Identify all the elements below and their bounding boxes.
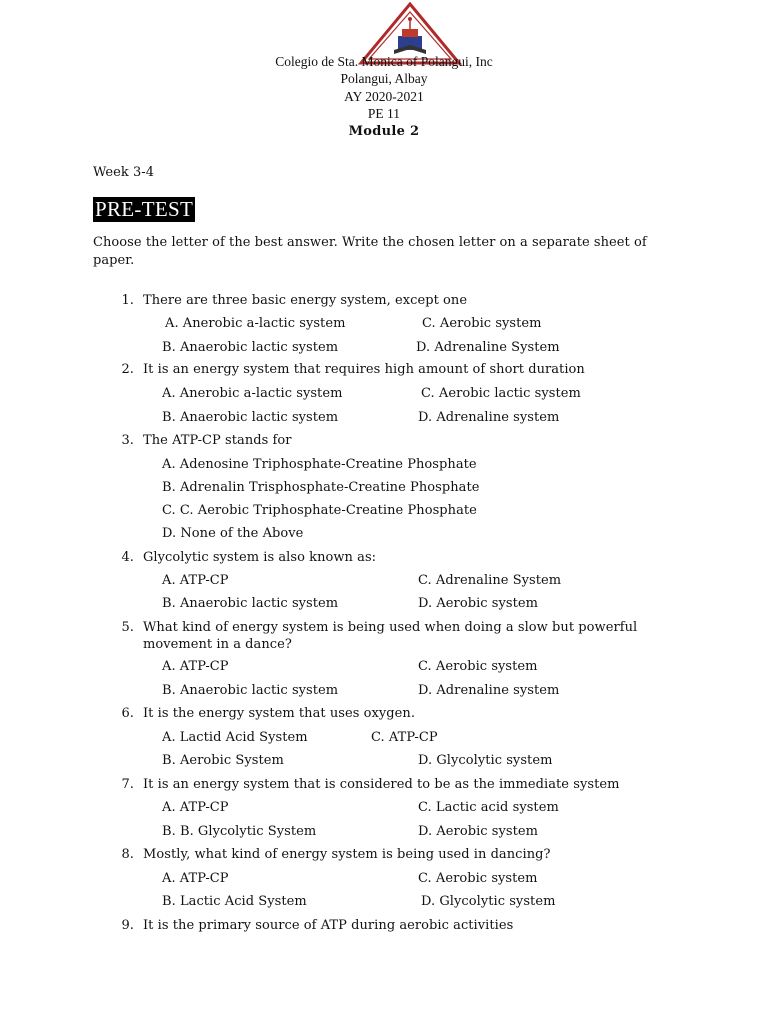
choice-a: A. Anerobic a-lactic system: [162, 386, 343, 401]
instructions-line-2: paper.: [93, 253, 135, 268]
choice-c: C. C. Aerobic Triphosphate-Creatine Phosphate: [162, 503, 477, 518]
question-number: 8.: [121, 847, 134, 862]
question-text: Mostly, what kind of energy system is being used in dancing?: [143, 847, 551, 862]
question-number: 3.: [121, 433, 134, 448]
question-number: 9.: [121, 918, 134, 933]
choice-c: C. Aerobic lactic system: [421, 386, 581, 401]
question-text-continued: movement in a dance?: [143, 637, 292, 652]
choice-b: B. Lactic Acid System: [162, 894, 307, 909]
choice-a: A. ATP-CP: [162, 573, 229, 588]
question-text: There are three basic energy system, except one: [143, 293, 468, 308]
week-label: Week 3-4: [93, 165, 155, 180]
choice-c: C. Aerobic system: [418, 659, 538, 674]
school-address: Polangui, Albay: [340, 71, 428, 86]
choice-a: A. ATP-CP: [162, 871, 229, 886]
question-text: Glycolytic system is also known as:: [143, 550, 377, 565]
choice-b: B. Aerobic System: [162, 753, 284, 768]
choice-c: C. Lactic acid system: [418, 800, 559, 815]
choice-a: A. Lactid Acid System: [162, 730, 308, 745]
choice-d: D. Adrenaline system: [418, 683, 560, 698]
choice-a: A. ATP-CP: [162, 800, 229, 815]
choice-d: D. Aerobic system: [418, 596, 539, 611]
choice-b: B. Anaerobic lactic system: [162, 340, 339, 355]
section-title: PRE-TEST: [95, 197, 194, 221]
choice-d: D. Glycolytic system: [418, 753, 553, 768]
choice-c: C. Adrenaline System: [418, 573, 562, 588]
choice-a: A. ATP-CP: [162, 659, 229, 674]
academic-year: AY 2020-2021: [344, 89, 424, 104]
question-number: 6.: [121, 706, 134, 721]
choice-a: A. Anerobic a-lactic system: [165, 316, 346, 331]
question-number: 7.: [121, 777, 134, 792]
instructions-line-1: Choose the letter of the best answer. Write the chosen letter on a separate sheet of: [93, 235, 647, 250]
choice-d: D. Adrenaline system: [418, 410, 560, 425]
choice-c: C. ATP-CP: [371, 730, 438, 745]
choice-d: D. Aerobic system: [418, 824, 539, 839]
choice-b: B. B. Glycolytic System: [162, 824, 317, 839]
choice-b: B. Adrenalin Trisphosphate-Creatine Phosphate: [162, 480, 480, 495]
module-title: Module 2: [348, 124, 420, 139]
question-text: It is the energy system that uses oxygen.: [143, 706, 416, 721]
choice-b: B. Anaerobic lactic system: [162, 683, 339, 698]
choice-b: B. Anaerobic lactic system: [162, 410, 339, 425]
choice-d: D. Adrenaline System: [416, 340, 560, 355]
choice-a: A. Adenosine Triphosphate-Creatine Phosphate: [162, 457, 477, 472]
question-text: The ATP-CP stands for: [143, 433, 292, 448]
question-number: 1.: [121, 293, 134, 308]
question-number: 2.: [121, 362, 134, 377]
subject: PE 11: [367, 106, 401, 121]
question-text: What kind of energy system is being used when doing a slow but powerful: [143, 620, 638, 635]
question-text: It is an energy system that is considered to be as the immediate system: [143, 777, 620, 792]
choice-d: D. Glycolytic system: [421, 894, 556, 909]
question-number: 5.: [121, 620, 134, 635]
choice-c: C. Aerobic system: [418, 871, 538, 886]
question-number: 4.: [121, 550, 134, 565]
question-text: It is the primary source of ATP during aerobic activities: [143, 918, 514, 933]
choice-b: B. Anaerobic lactic system: [162, 596, 339, 611]
choice-c: C. Aerobic system: [422, 316, 542, 331]
question-text: It is an energy system that requires high amount of short duration: [143, 362, 585, 377]
choice-d: D. None of the Above: [162, 526, 304, 541]
school-name: Colegio de Sta. Monica of Polangui, Inc: [275, 54, 493, 69]
